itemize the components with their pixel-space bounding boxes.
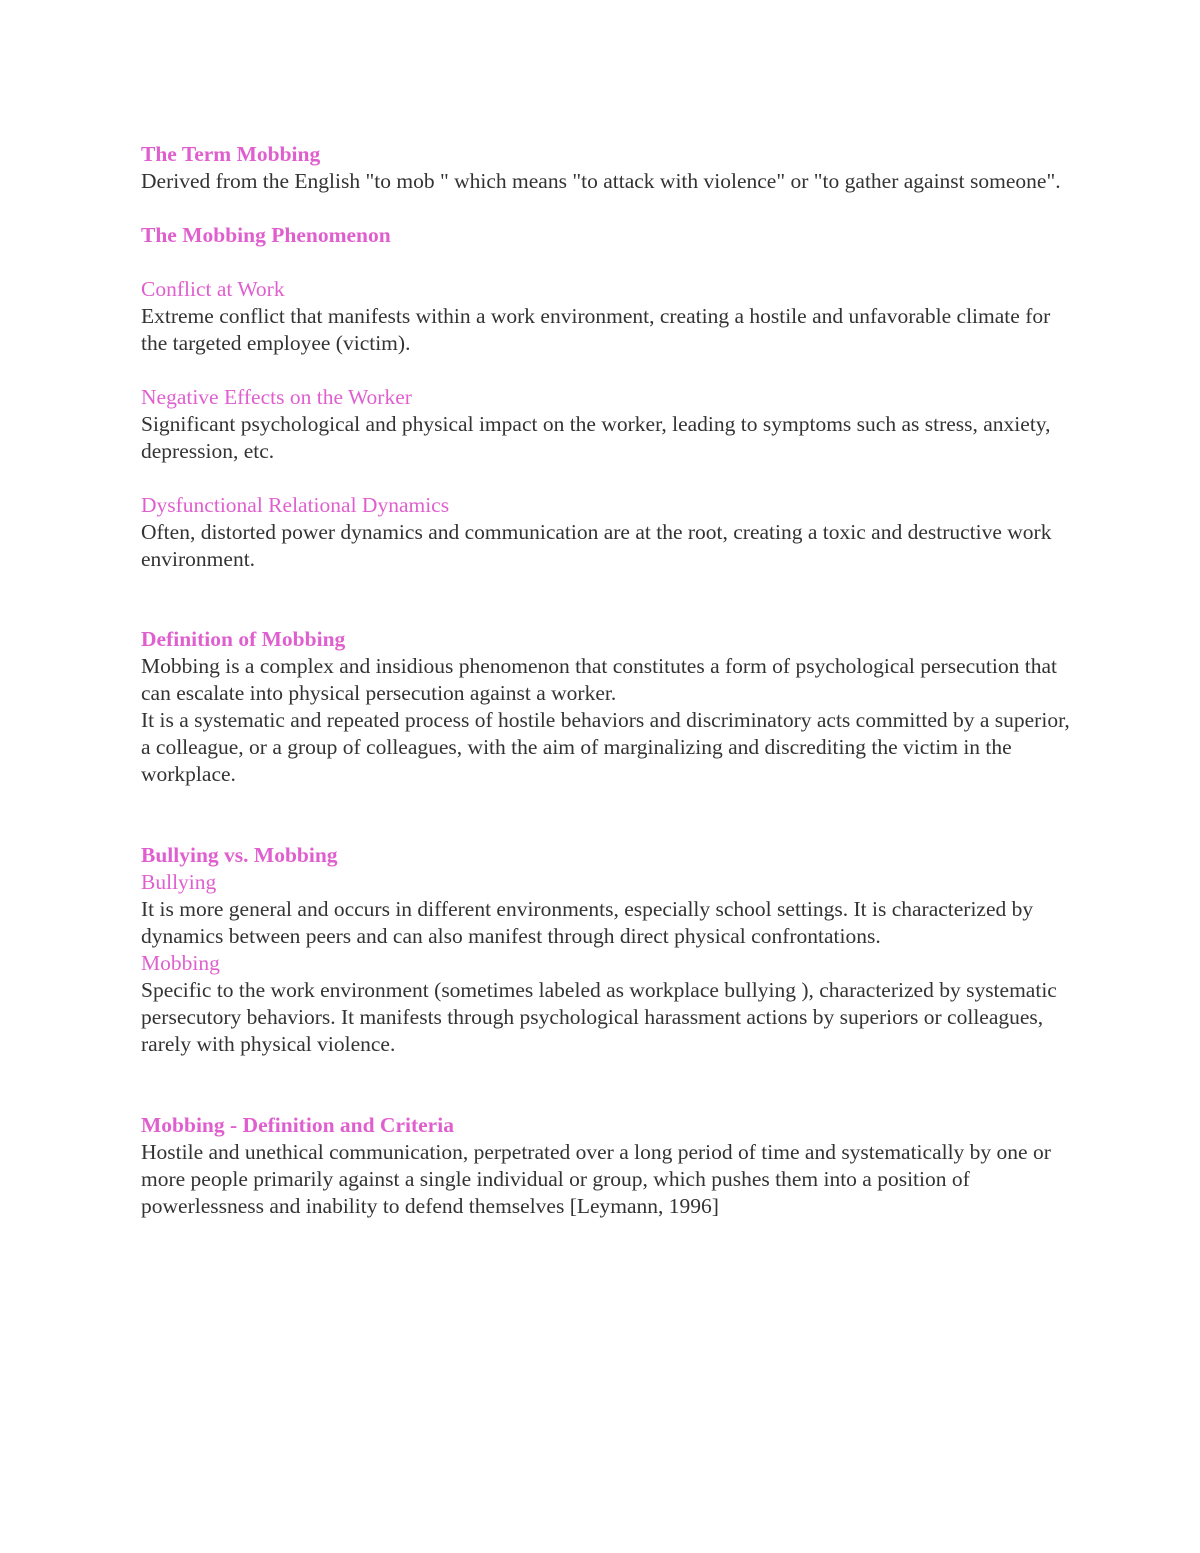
versus-heading: Bullying vs. Mobbing	[141, 843, 338, 867]
conflict-text: Extreme conflict that manifests within a work environment, creating a hostile and unfavorable climate for the targeted employee (victim).	[141, 304, 1051, 355]
definition-heading: Definition of Mobbing	[141, 627, 346, 651]
phenomenon-heading: The Mobbing Phenomenon	[141, 223, 391, 247]
mobbing-heading: Mobbing	[141, 951, 220, 975]
conflict-heading: Conflict at Work	[141, 277, 285, 301]
effects-heading: Negative Effects on the Worker	[141, 385, 412, 409]
term-heading: The Term Mobbing	[141, 142, 321, 166]
criteria-heading: Mobbing - Definition and Criteria	[141, 1113, 454, 1137]
bullying-heading: Bullying	[141, 870, 217, 894]
definition-text-1: Mobbing is a complex and insidious phenomenon that constitutes a form of psychological persecution that can escalate into physical persecution against a worker.	[141, 654, 1057, 705]
term-text: Derived from the English "to mob " which means "to attack with violence" or "to gather against someone".	[141, 169, 1061, 193]
dynamics-heading: Dysfunctional Relational Dynamics	[141, 493, 450, 517]
mobbing-text: Specific to the work environment (sometimes labeled as workplace bullying ), characterized by systematic persecutory behaviors. It manifests through psychological harassment actions by superiors or colleagues, rarely with physical violence.	[141, 978, 1057, 1056]
dynamics-text: Often, distorted power dynamics and communication are at the root, creating a toxic and destructive work environment.	[141, 520, 1052, 571]
criteria-text: Hostile and unethical communication, perpetrated over a long period of time and systematically by one or more people primarily against a single individual or group, which pushes them into a position of powerlessness and inability to defend themselves [Leymann, 1996]	[141, 1140, 1051, 1218]
definition-text-2: It is a systematic and repeated process of hostile behaviors and discriminatory acts committed by a superior, a colleague, or a group of colleagues, with the aim of marginalizing and discrediting the victim in the workplace.	[141, 708, 1070, 786]
document-content	[141, 141, 1071, 1220]
effects-text: Significant psychological and physical impact on the worker, leading to symptoms such as stress, anxiety, depression, etc.	[141, 412, 1051, 463]
bullying-text: It is more general and occurs in different environments, especially school settings. It is characterized by dynamics between peers and can also manifest through direct physical confrontations.	[141, 897, 1034, 948]
